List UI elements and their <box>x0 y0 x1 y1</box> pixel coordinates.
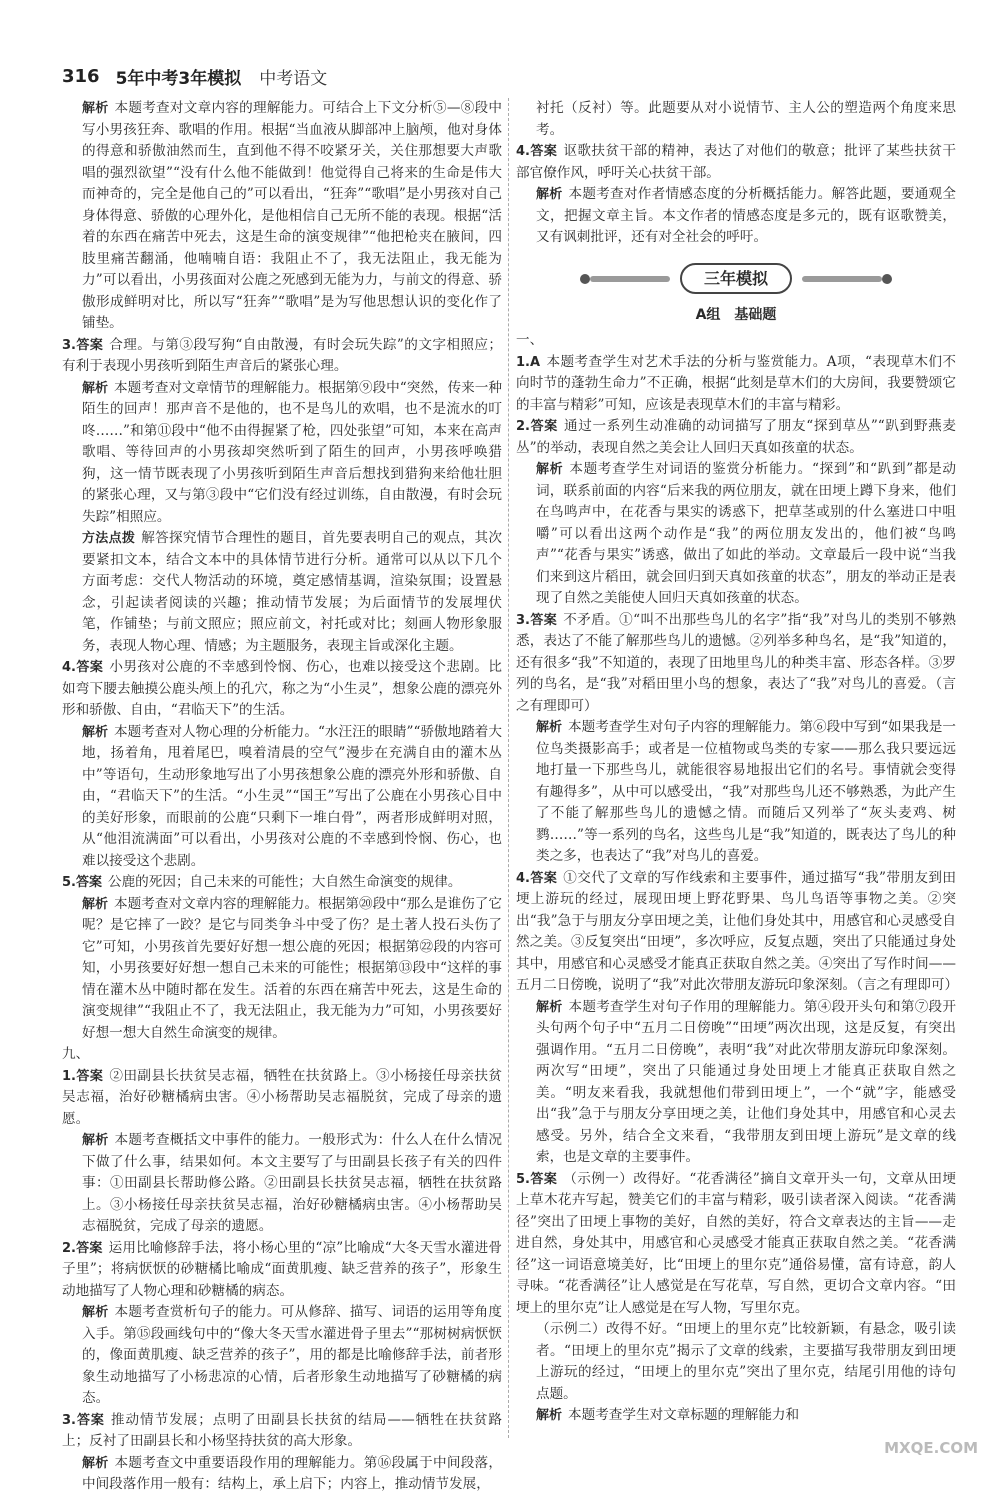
answer-label: 1.A <box>516 354 541 370</box>
answer-text: 本题考查学生对艺术手法的分析与鉴赏能力。A项，“表现草木们不向时节的蓬勃生命力”不正确，根据“此刻是草木们的大房间，我要赞颂它的丰富与精彩”可知，应该是表现草木们的丰富与精彩。 <box>516 353 956 413</box>
answer-label: 5.答案 <box>516 1171 558 1187</box>
answer-text: 本题考查赏析句子的能力。可从修辞、描写、词语的运用等角度入手。第⑮段画线句中的“像大冬天雪水灌进骨子里去”“那树树病恹恹的，像面黄肌瘦、缺乏营养的孩子”，用的都是比喻修辞手法，前者形象生动地描写了小杨悲凉的心情，后者形象生动地描写了砂糖橘的病态。 <box>82 1304 502 1406</box>
answer-block <box>516 184 956 249</box>
answer-label: 解析 <box>536 1408 563 1423</box>
page-number: 316 <box>62 65 100 87</box>
section-banner <box>516 259 956 299</box>
answer-label: 2.答案 <box>516 419 558 434</box>
right-column <box>516 98 959 1427</box>
banner-bar-right <box>802 276 882 282</box>
answer-block <box>516 1405 956 1427</box>
answer-block <box>62 1453 502 1496</box>
answer-block <box>516 868 959 997</box>
page-header <box>62 63 327 89</box>
answer-block <box>62 1302 502 1410</box>
answer-label: 1.答案 <box>62 1068 104 1084</box>
answer-block <box>62 335 502 378</box>
answer-block <box>516 1169 956 1320</box>
continuation-text: （示例二）改得不好。“田埂上的里尔克”比较新颖，有悬念，吸引读者。“田埂上的里尔克”揭示了文章的线索，主要描写我带朋友到田埂上游玩的经过，“田埂上的里尔克”突出了里尔克，结尾引用他的诗句点题。 <box>536 1321 956 1402</box>
answer-label: 方法点拨 <box>82 531 136 546</box>
answer-block <box>62 378 502 529</box>
answer-block <box>62 722 502 873</box>
banner-dot-left <box>580 274 590 284</box>
answer-label: 解析 <box>82 896 109 912</box>
answer-block <box>62 528 502 657</box>
answer-text: 本题考查对文章内容的理解能力。可结合上下文分析⑤—⑧段中写小男孩狂奔、歌唱的作用。根据“当血液从脚部冲上脑颅，他对身体的得意和骄傲油然而生，直到他不得不咬紧牙关，关住那想要大声歌唱的强烈欲望”“没有什么他不能做到！他觉得自己将来的生命是伟大而神奇的，完全是他自己的”可以看出，“狂奔”“歌唱”是小男孩对自己身体得意、骄傲的心理外化，是他相信自己无所不能的表现。根据“活着的东西在痛苦中死去，这是生命的演变规律”“他把枪夹在腋间，四肢里痛苦翻涌，他喃喃自语：我阻止不了，我无法阻止，我无能为力”可以看出，小男孩面对公鹿之死感到无能为力，与前文的得意、骄傲形成鲜明对比，所以写“狂奔”“歌唱”是为写他思想认识的变化作了铺垫。 <box>82 100 502 331</box>
answer-text: 运用比喻修辞手法，将小杨心里的“凉”比喻成“大冬天雪水灌进骨子里”；将病恹恹的砂糖橘比喻成“面黄肌瘦、缺乏营养的孩子”，形象生动地描写了人物心理和砂糖橘的病态。 <box>62 1239 502 1299</box>
answer-block <box>516 459 956 610</box>
column-divider <box>508 98 509 1438</box>
answer-block <box>62 894 502 1045</box>
answer-label: 5.答案 <box>62 875 102 890</box>
answer-label: 解析 <box>82 380 109 396</box>
answer-label: 2.答案 <box>62 1240 103 1256</box>
group-heading: A组 基础题 <box>695 306 777 323</box>
answer-block <box>516 610 956 718</box>
answer-text: 本题考查对文章内容的理解能力。根据第⑳段中“那么是谁伤了它呢？是它摔了一跤？是它与同类争斗中受了伤？是土著人投石头伤了它”可知，小男孩首先要好好想一想公鹿的死因；根据第㉒段的内容可知，小男孩要好好想一想自己未来的可能性；根据第⑬段中“这样的事情在灌木丛中随时都在发生。活着的东西在痛苦中死去，这是生命的演变规律”“我阻止不了，我无法阻止，我无能为力”可知，小男孩要好好想一想大自然生命演变的规律。 <box>82 895 502 1041</box>
answer-block <box>62 657 502 722</box>
section-number: 九、 <box>62 1046 90 1062</box>
answer-label: 3.答案 <box>62 1412 105 1428</box>
banner-bar-left <box>590 276 670 282</box>
continuation-text: 衬托（反衬）等。此题要从对小说情节、主人公的塑造两个角度来思考。 <box>536 100 956 138</box>
answer-text: 小男孩对公鹿的不幸感到怜悯、伤心，也难以接受这个悲剧。比如弯下腰去触摸公鹿头颅上的孔穴，称之为“小生灵”，想象公鹿的漂亮外形和骄傲、自由，“君临天下”的生活。 <box>62 659 503 718</box>
answer-label: 解析 <box>82 724 109 740</box>
answer-text: ②田副县长扶贫吴志福，牺牲在扶贫路上。③小杨接任母亲扶贫吴志福，治好砂糖橘病虫害。④小杨帮助吴志福脱贫，完成了母亲的遗愿。 <box>62 1067 503 1127</box>
answer-block <box>62 1130 502 1238</box>
answer-label: 4.答案 <box>516 144 558 159</box>
answer-text: 通过一系列生动准确的动词描写了朋友“探到草丛”“趴到野燕麦丛”的举动，表现自然之美会让人回归天真如孩童的状态。 <box>516 418 956 456</box>
answer-label: 解析 <box>536 187 563 202</box>
answer-text: （示例一）改得好。“花香满径”摘自文章开头一句，文章从田埂上草木花卉写起，赞美它们的丰富与精彩，吸引读者深入阅读。“花香满径”突出了田埂上事物的美好，自然的美好，符合文章表达的主旨——走进自然，身处其中，用感官和心灵感受才能真正获取自然之美。“花香满径”这一词语意境美好，比“田埂上的里尔克”通俗易懂，富有诗意，韵人寻味。“花香满径”让人感觉是在写花草，写自然，更切合文章内容。“田埂上的里尔克”让人感觉是在写人物，写里尔克。 <box>516 1170 956 1316</box>
answer-label: 3.答案 <box>62 337 104 353</box>
answer-block <box>516 141 956 184</box>
answer-text: 本题考查对文章情节的理解能力。根据第⑨段中“突然，传来一种陌生的回声！那声音不是他的，也不是鸟儿的欢唱，也不是流水的叮咚……”和第⑪段中“他不由得握紧了枪，四处张望”可知，本来在高声歌唱、等待回声的小男孩却突然听到了陌生的回声，小男孩呼唤猎狗，这一情节既表现了小男孩听到陌生声音后想找到猎狗来给他壮胆的紧张心理，又与第③段中“它们没有经过训练，自由散漫，有时会玩失踪”相照应。 <box>82 379 502 525</box>
answer-text: 推动情节发展；点明了田副县长扶贫的结局——牺牲在扶贫路上；反衬了田副县长和小杨坚持扶贫的高大形象。 <box>62 1411 503 1449</box>
answer-label: 解析 <box>82 1133 109 1148</box>
answer-label: 解析 <box>536 999 563 1015</box>
section-number: 一、 <box>516 332 544 348</box>
answer-label: 4.答案 <box>62 660 104 675</box>
answer-label: 解析 <box>82 1455 109 1471</box>
subject-title: 中考语文 <box>259 68 328 89</box>
answer-block <box>516 997 956 1169</box>
section-banner-title: 三年模拟 <box>680 263 792 295</box>
answer-text: 本题考查对作者情感态度的分析概括能力。解答此题，要通观全文，把握文章主旨。本文作者的情感态度是多元的，既有讴歌赞美，又有讽刺批评，还有对全社会的呼吁。 <box>536 186 956 245</box>
answer-block <box>516 416 956 459</box>
answer-label: 4.答案 <box>516 870 558 886</box>
answer-text: 公鹿的死因；自己未来的可能性；大自然生命演变的规律。 <box>107 874 462 890</box>
answer-text: 本题考查学生对句子内容的理解能力。第⑥段中写到“如果我是一位鸟类摄影高手；或者是一位植物或鸟类的专家——那么我只要远远地打量一下那些鸟儿，就能很容易地报出它们的名号。事情就会变得有趣得多”，从中可以感受出，“我”对那些鸟儿还不够熟悉，为此产生了不能了解那些鸟儿的遗憾之情。而随后又列举了“灰头麦鸡、树鹨……”等一系列的鸟名，这些鸟儿是“我”知道的，既表达了鸟儿的种类之多，也表达了“我”对鸟儿的喜爱。 <box>536 719 956 864</box>
answer-text: ①交代了文章的写作线索和主要事件，通过描写“我”带朋友到田埂上游玩的经过，展现田埂上野花野果、鸟儿鸟语等事物之美。②突出“我”急于与朋友分享田埂之美，让他们身处其中，用感官和心灵感受自然之美。③反复突出“田埂”，多次呼应，反复点题，突出了只能通过身处其中，用感官和心灵感受才能真正获取自然之美。④突出了写作时间——五月二日傍晚，说明了“我”对此次带朋友游玩印象深刻。（言之有理即可） <box>516 869 959 993</box>
answer-text: 本题考查学生对词语的鉴赏分析能力。“探到”和“趴到”都是动词，联系前面的内容“后来我的两位朋友，就在田埂上蹲下身来，他们在鸟鸣声中，在花香与果实的诱惑下，把草茎或别的什么塞进口中咀嚼”可以看出这两个动作是“我”的两位朋友发出的，他们被“鸟鸣声”“花香与果实”诱惑，做出了如此的举动。文章最后一段中说“当我们来到这片稻田，就会回归到天真如孩童的状态”，朋友的举动正是表现了自然之美能使人回归天真如孩童的状态。 <box>536 461 956 606</box>
banner-dot-right <box>882 274 892 284</box>
answer-text: 本题考查对人物心理的分析能力。“水汪汪的眼睛”“骄傲地踏着大地，扬着角，甩着尾巴，嗅着清晨的空气”漫步在充满自由的灌木丛中”等语句，生动形象地写出了小男孩想象公鹿的漂亮外形和骄傲、自由，“君临天下”的生活。“小生灵”“国王”写出了公鹿在小男孩心目中的美好形象，而眼前的公鹿“只剩下一堆白骨”，两者形成鲜明对照，从“他泪流满面”可以看出，小男孩对公鹿的不幸感到怜悯、伤心，也难以接受这个悲剧。 <box>82 723 502 869</box>
answer-label: 解析 <box>536 720 563 735</box>
answer-block <box>62 98 502 335</box>
answer-text: 本题考查学生对句子作用的理解能力。第④段开头句和第⑦段开头句两个句子中“五月二日傍晚”“田埂”两次出现，这是反复，有突出强调作用。“五月二日傍晚”，表明“我”对此次带朋友游玩印象深刻。两次写“田埂”，突出了只能通过身处田埂上才能真正获取自然之美。“明友来看我，我就想他们带到田埂上”，一个“就”字，能感受出“我”急于与朋友分享田埂之美，让他们身处其中，用感官和心灵去感受。另外，结合全文来看，“我带朋友到田埂上游玩”是文章的线索，也是文章的主要事件。 <box>536 998 956 1165</box>
answer-label: 解析 <box>82 101 109 116</box>
answer-label: 解析 <box>82 1305 109 1320</box>
answer-label: 解析 <box>536 462 564 477</box>
answer-text: 本题考查学生对文章标题的理解能力和 <box>568 1407 800 1423</box>
answer-text: 本题考查概括文中事件的能力。一般形式为：什么人在什么情况下做了什么事，结果如何。本文主要写了与田副县长孩子有关的四件事：①田副县长帮助修公路。②田副县长扶贫吴志福，牺牲在扶贫路上。③小杨接任母亲扶贫吴志福，治好砂糖橘病虫害。④小杨帮助吴志福脱贫，完成了母亲的遗愿。 <box>82 1132 502 1234</box>
answer-label: 3.答案 <box>516 612 558 628</box>
answer-text: 不矛盾。①“叫不出那些鸟儿的名字”指“我”对鸟儿的类别不够熟悉，表达了不能了解那些鸟儿的遗憾。②列举多种鸟名，是“我”知道的，还有很多“我”不知道的，表现了田地里鸟儿的种类丰富、形态各样。③罗列的鸟名，是“我”对稻田里小鸟的想象，表达了“我”对鸟儿的喜爱。（言之有理即可） <box>516 611 957 714</box>
answer-block <box>62 872 502 894</box>
answer-text: 解答探究情节合理性的题目，首先要表明自己的观点，其次要紧扣文本，结合文本中的具体情节进行分析。通常可以从以下几个方面考虑：交代人物活动的环境，奠定感情基调，渲染氛围；设置悬念，引起读者阅读的兴趣；推动情节发展；为后面情节的发展埋伏笔，作铺垫；与前文照应；照应前文，衬托或对比；刻画人物形象服务，表现人物心理、情感；为主题服务，表现主旨或深化主题。 <box>82 530 502 654</box>
book-series-title: 5年中考3年模拟 <box>115 68 242 89</box>
answer-text: 本题考查文中重要语段作用的理解能力。第⑯段属于中间段落，中间段落作用一般有：结构上，承上启下；内容上，推动情节发展， <box>82 1454 502 1492</box>
answer-block <box>516 717 956 868</box>
answer-block <box>516 352 956 417</box>
watermark: MXQE.COM <box>884 1439 978 1457</box>
answer-block <box>62 1066 502 1131</box>
answer-block <box>62 1238 502 1303</box>
answer-block <box>62 1410 502 1453</box>
left-column <box>62 98 502 1496</box>
answer-text: 讴歌扶贫干部的精神，表达了对他们的敬意；批评了某些扶贫干部官僚作风，呼吁关心扶贫干部。 <box>516 143 957 181</box>
answer-text: 合理。与第③段写狗“自由散漫，有时会玩失踪”的文字相照应；有利于表现小男孩听到陌生声音后的紧张心理。 <box>62 336 502 374</box>
